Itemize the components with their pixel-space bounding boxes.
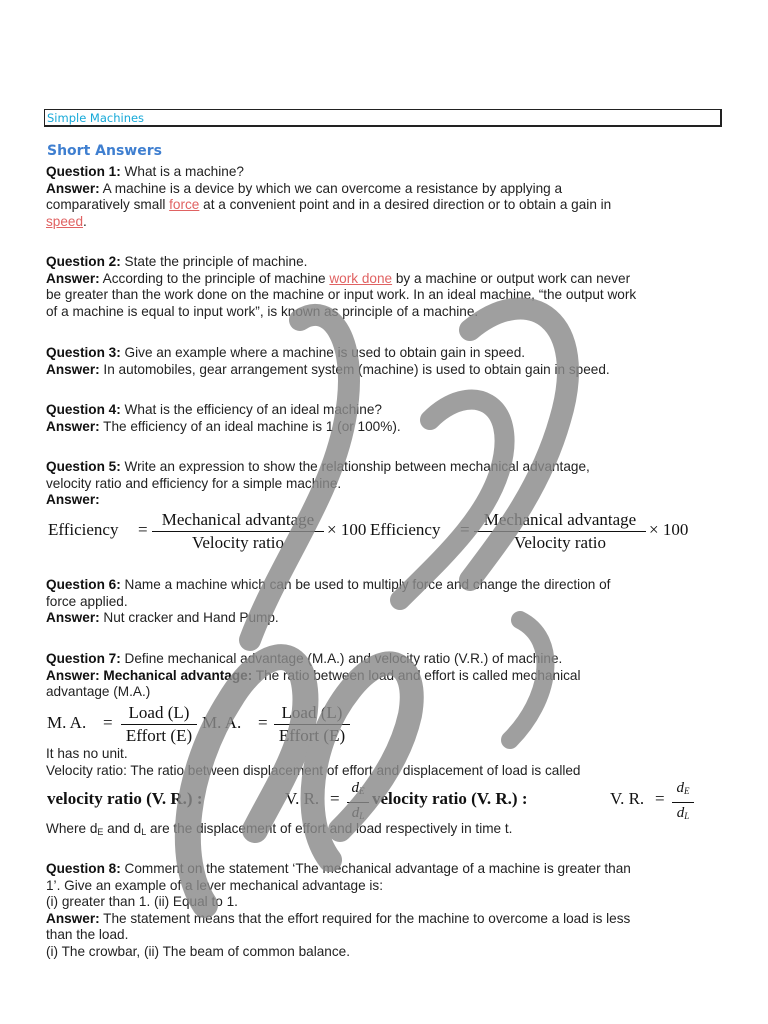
question-6-block	[46, 577, 726, 627]
vr-lhs: velocity ratio (V. R.) :	[372, 789, 528, 808]
q6-line1: Name a machine which can be used to multiply force and change the direction of	[120, 577, 611, 592]
q7-answer-line2: advantage (M.A.)	[46, 684, 151, 700]
q8-answer-label: Answer:	[46, 910, 100, 926]
fraction-numerator: Load (L)	[121, 703, 197, 725]
ma-fraction	[274, 703, 350, 746]
denominator-subscript: L	[684, 811, 690, 821]
q6-answer-label: Answer:	[46, 610, 100, 626]
where-sub-l: L	[141, 827, 147, 837]
question-3-block	[46, 345, 726, 378]
q7-label: Question 7:	[46, 651, 121, 666]
fraction-numerator: Mechanical advantage	[474, 510, 646, 532]
where-line	[46, 821, 726, 838]
ma-formula-repeat	[202, 703, 362, 747]
where-mid: and d	[103, 821, 142, 836]
efficiency-formula-repeat	[370, 510, 700, 554]
q8-line3: (i) greater than 1. (ii) Equal to 1.	[46, 894, 238, 910]
q7-answer-label: Answer: Mechanical advantage:	[46, 667, 253, 683]
efficiency-fraction	[474, 510, 646, 553]
ma-formula	[47, 703, 207, 747]
efficiency-lhs: Efficiency	[370, 520, 441, 539]
q1-answer-line3-post: .	[83, 213, 87, 229]
denominator-subscript: L	[359, 811, 365, 821]
vr-formula	[47, 779, 377, 823]
no-unit-text: It has no unit.	[46, 746, 128, 761]
work-done-link[interactable]: work done	[329, 270, 393, 286]
where-sub-e: E	[97, 827, 104, 837]
q3-text: Give an example where a machine is used to obtain gain in speed.	[120, 345, 526, 360]
velocity-ratio-text: Velocity ratio: The ratio between displacement of effort and displacement of load is called	[46, 762, 581, 778]
question-2-block	[46, 254, 726, 320]
efficiency-formula	[48, 510, 378, 554]
vr-lhs: velocity ratio (V. R.) :	[47, 789, 203, 808]
header-title: Simple Machines	[47, 111, 145, 125]
q7-answer-line1: The ratio between load and effort is called mechanical	[252, 667, 581, 683]
question-4-block	[46, 402, 726, 435]
force-link[interactable]: force	[169, 197, 200, 213]
fraction-denominator: Effort (E)	[125, 726, 193, 745]
fraction-denominator: Effort (E)	[278, 726, 346, 745]
q5-line2: velocity ratio and efficiency for a simple machine.	[46, 475, 342, 491]
fraction-numerator: Load (L)	[274, 703, 350, 725]
q6-label: Question 6:	[46, 577, 121, 592]
q1-answer-line2-pre: comparatively small	[46, 197, 170, 213]
q7-continued	[46, 746, 726, 779]
vr-rhs-label: V. R.	[285, 789, 320, 808]
equals-sign: =	[330, 789, 340, 808]
times-100: × 100	[649, 520, 689, 539]
q1-answer-line1: A machine is a device by which we can overcome a resistance by applying a	[99, 180, 563, 196]
section-title: Short Answers	[47, 143, 162, 159]
q1-label: Question 1:	[46, 164, 121, 179]
fraction-denominator: Velocity ratio	[513, 533, 607, 552]
numerator-d: d	[676, 780, 684, 796]
ma-fraction	[121, 703, 197, 746]
q1-answer-label: Answer:	[46, 180, 100, 196]
vr-fraction	[347, 779, 369, 826]
equals-sign: =	[258, 713, 268, 732]
q6-answer-text: Nut cracker and Hand Pump.	[99, 610, 279, 626]
q3-answer-label: Answer:	[46, 361, 100, 377]
equals-sign: =	[138, 520, 148, 539]
q2-answer-line1-post: by a machine or output work can never	[392, 270, 631, 286]
times-100: × 100	[327, 520, 367, 539]
fraction-denominator: Velocity ratio	[191, 533, 285, 552]
q6-line2: force applied.	[46, 593, 128, 609]
efficiency-fraction	[152, 510, 324, 553]
numerator-subscript: E	[684, 786, 690, 796]
where-pre: Where d	[46, 821, 98, 836]
equals-sign: =	[460, 520, 470, 539]
question-8-block	[46, 861, 726, 961]
q2-answer-line3: of a machine is equal to input work”, is known as principle of a machine.	[46, 303, 479, 319]
vr-rhs-label: V. R.	[610, 789, 645, 808]
q8-answer-line3: (i) The crowbar, (ii) The beam of common balance.	[46, 943, 350, 959]
question-7-block	[46, 651, 726, 701]
q2-answer-line1-pre: According to the principle of machine	[99, 270, 330, 286]
q4-answer-text: The efficiency of an ideal machine is 1 (or 100%).	[99, 418, 401, 434]
q5-answer-label: Answer:	[46, 492, 100, 508]
q2-text: State the principle of machine.	[120, 254, 308, 269]
q8-answer-line2: than the load.	[46, 927, 129, 943]
q5-line1: Write an expression to show the relationship between mechanical advantage,	[120, 459, 590, 474]
q4-label: Question 4:	[46, 402, 121, 417]
q4-text: What is the efficiency of an ideal machine?	[120, 402, 382, 417]
q8-line2: 1’. Give an example of a lever mechanical advantage is:	[46, 877, 384, 893]
header-box	[44, 109, 722, 127]
numerator-subscript: E	[359, 786, 365, 796]
fraction-numerator: Mechanical advantage	[152, 510, 324, 532]
efficiency-lhs: Efficiency	[48, 520, 119, 539]
q7-text: Define mechanical advantage (M.A.) and velocity ratio (V.R.) of machine.	[120, 651, 563, 666]
q2-label: Question 2:	[46, 254, 121, 269]
q1-text: What is a machine?	[120, 164, 244, 179]
denominator-d: d	[676, 805, 685, 821]
question-1-block	[46, 164, 726, 230]
denominator-d: d	[351, 805, 360, 821]
numerator-d: d	[351, 780, 359, 796]
equals-sign: =	[655, 789, 665, 808]
q2-answer-label: Answer:	[46, 270, 100, 286]
q2-answer-line2: be greater than the work done on the machine or input work. In an ideal machine, “the output work	[46, 287, 637, 303]
where-post: are the displacement of effort and load respectively in time t.	[146, 821, 513, 836]
q5-label: Question 5:	[46, 459, 121, 474]
q8-line1: Comment on the statement ‘The mechanical advantage of a machine is greater than	[120, 861, 631, 876]
q4-answer-label: Answer:	[46, 418, 100, 434]
q1-answer-line2-post: at a convenient point and in a desired direction or to obtain a gain in	[199, 197, 612, 213]
q8-answer-line1: The statement means that the effort required for the machine to overcome a load is less	[99, 910, 631, 926]
vr-fraction	[672, 779, 694, 826]
q3-label: Question 3:	[46, 345, 121, 360]
q8-label: Question 8:	[46, 861, 121, 876]
equals-sign: =	[103, 713, 113, 732]
speed-link[interactable]: speed	[46, 213, 84, 229]
question-5-block	[46, 459, 726, 509]
ma-lhs: M. A.	[47, 713, 87, 732]
ma-lhs: M. A.	[202, 713, 242, 732]
vr-formula-repeat	[372, 779, 712, 823]
q3-answer-text: In automobiles, gear arrangement system (machine) is used to obtain gain in speed.	[99, 361, 610, 377]
